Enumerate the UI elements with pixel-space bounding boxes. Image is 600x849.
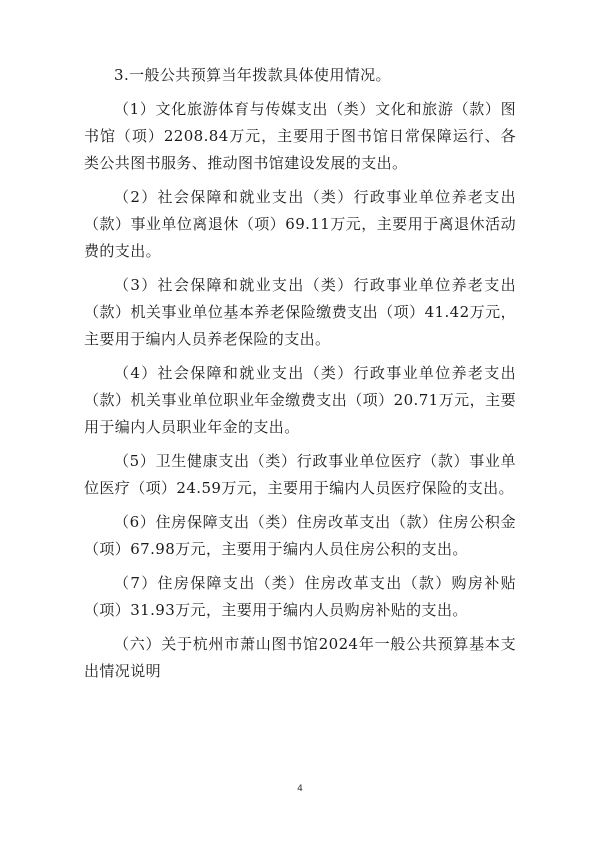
paragraph-item-7: （7）住房保障支出（类）住房改革支出（款）购房补贴（项）31.93万元，主要用于编内人员购房补贴的支出。 [84, 574, 516, 619]
paragraph-item-1: （1）文化旅游体育与传媒支出（类）文化和旅游（款）图书馆（项）2208.84万元，主要用于图书馆日常保障运行、各类公共图书服务、推动图书馆建设发展的支出。 [84, 100, 516, 172]
document-body [0, 62, 600, 685]
page-number: 4 [297, 784, 303, 794]
paragraph-section-3-heading: 3.一般公共预算当年拨款具体使用情况。 [114, 66, 391, 84]
paragraph-item-4: （4）社会保障和就业支出（类）行政事业单位养老支出（款）机关事业单位职业年金缴费支出（项）20.71万元，主要用于编内人员职业年金的支出。 [84, 364, 516, 436]
paragraph-item-2: （2）社会保障和就业支出（类）行政事业单位养老支出（款）事业单位离退休（项）69.11万元，主要用于离退休活动费的支出。 [84, 188, 516, 260]
paragraph-item-5: （5）卫生健康支出（类）行政事业单位医疗（款）事业单位医疗（项）24.59万元，主要用于编内人员医疗保险的支出。 [84, 452, 516, 497]
paragraph-section-6-heading: （六）关于杭州市萧山图书馆2024年一般公共预算基本支出情况说明 [84, 635, 516, 680]
paragraph-item-3: （3）社会保障和就业支出（类）行政事业单位养老支出（款）机关事业单位基本养老保险缴费支出（项）41.42万元，主要用于编内人员养老保险的支出。 [84, 276, 516, 348]
paragraph-item-6: （6）住房保障支出（类）住房改革支出（款）住房公积金（项）67.98万元，主要用于编内人员住房公积的支出。 [84, 513, 516, 558]
